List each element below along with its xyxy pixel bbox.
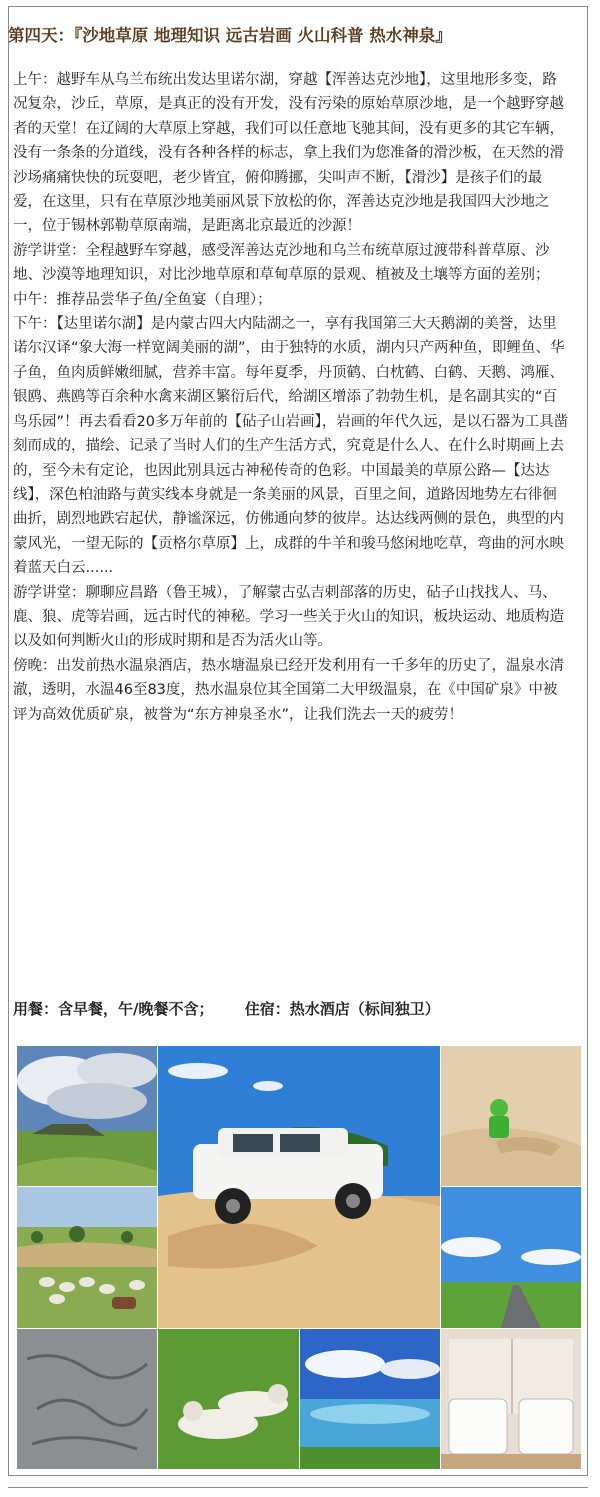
lodging-info: 住宿：热水酒店（标间独卫）	[244, 1000, 440, 1018]
photo-rock-painting	[17, 1329, 157, 1469]
meal-info: 用餐：含早餐，午/晚餐不含；	[13, 1000, 214, 1018]
photo-sheep-grassland	[17, 1187, 157, 1328]
paragraph-lecture-1: 游学讲堂：全程越野车穿越，感受浑善达克沙地和乌兰布统草原过渡带科普草原、沙地、沙漠等地理知识，对比沙地草原和草甸草原的景观、植被及土壤等方面的差别；	[13, 242, 550, 284]
meal-lodging-line	[13, 998, 466, 1019]
photo-hotel-bathroom	[441, 1329, 581, 1469]
paragraph-morning: 上午：越野车从乌兰布统出发达里诺尔湖，穿越【浑善达克沙地】，这里地形多变，路况复杂，沙丘，草原，是真正的没有开发，没有污染的原始草原沙地，是一个越野穿越者的天堂！在辽阔的大草原上穿越，我们可以任意地飞驰其间，没有更多的其它车辆，没有一条条的分道线，没有各种各样的标志，拿上我们为您准备的滑沙板，在天然的滑沙场痛痛快快的玩耍吧，老少皆宜，俯仰腾挪，尖叫声不断，【滑沙】是孩子们的最爱，在这里，只有在草原沙地美丽风景下放松的你，浑善达克沙地是我国四大沙地之一，位于锡林郭勒草原南端，是距离北京最近的沙源！	[13, 72, 564, 235]
paragraph-afternoon: 下午：【达里诺尔湖】是内蒙古四大内陆湖之一，享有我国第三大天鹅湖的美誉，达里诺尔汉译“象大海一样宽阔美丽的湖”，由于独特的水质，湖内只产两种鱼，即鲤鱼、华子鱼，鱼肉质鲜嫩细腻，营养丰富。每年夏季，丹顶鹤、白枕鹤、白鹤、天鹅、鸿雁、银鸥、燕鸥等百余种水禽来湖区繁衍后代，给湖区增添了勃勃生机，是名副其实的“百鸟乐园”！再去看看20多万年前的【砧子山岩画】，岩画的年代久远，是以石器为工具凿刻而成的，描绘、记录了当时人们的生产生活方式，究竟是什么人、在什么时期画上去的，至今未有定论，也因此别具远古神秘传奇的色彩。中国最美的草原公路—【达达线】，深色柏油路与黄实线本身就是一条美丽的风景，百里之间，道路因地势左右徘徊曲折，剧烈地跌宕起伏，静谧深远，仿佛通向梦的彼岸。达达线两侧的景色，典型的内蒙风光，一望无际的【贡格尔草原】上，成群的牛羊和骏马悠闲地吃草，弯曲的河水映着蓝天白云......	[13, 316, 569, 577]
photo-grassland-hill	[17, 1046, 157, 1186]
photo-green-field	[441, 1187, 581, 1328]
day-title: 第四天：『沙地草原 地理知识 远古岩画 火山科普 热水神泉』	[8, 26, 452, 45]
photo-offroad-car	[158, 1046, 440, 1328]
paragraph-noon: 中午：推荐品尝华子鱼/全鱼宴（自理）；	[13, 291, 272, 308]
paragraph-evening: 傍晚：出发前热水温泉酒店，热水塘温泉已经开发利用有一千多年的历史了，温泉水清澈，透明，水温46至83度，热水温泉位其全国第二大甲级温泉，在《中国矿泉》中被评为高效优质矿泉，被誉为“东方神泉圣水”，让我们洗去一天的疲劳！	[13, 657, 564, 723]
itinerary-text	[13, 68, 570, 727]
photo-calves	[158, 1329, 299, 1469]
photo-sand-slide	[441, 1046, 581, 1186]
bottom-divider	[8, 1487, 588, 1488]
paragraph-lecture-2: 游学讲堂：聊聊应昌路（鲁王城），了解蒙古弘吉剌部落的历史，砧子山找找人、马、鹿、狼、虎等岩画，远古时代的神秘。学习一些关于火山的知识，板块运动、地质构造以及如何判断火山的形成时期和是否为活火山等。	[13, 584, 564, 650]
photo-lake	[300, 1329, 440, 1469]
